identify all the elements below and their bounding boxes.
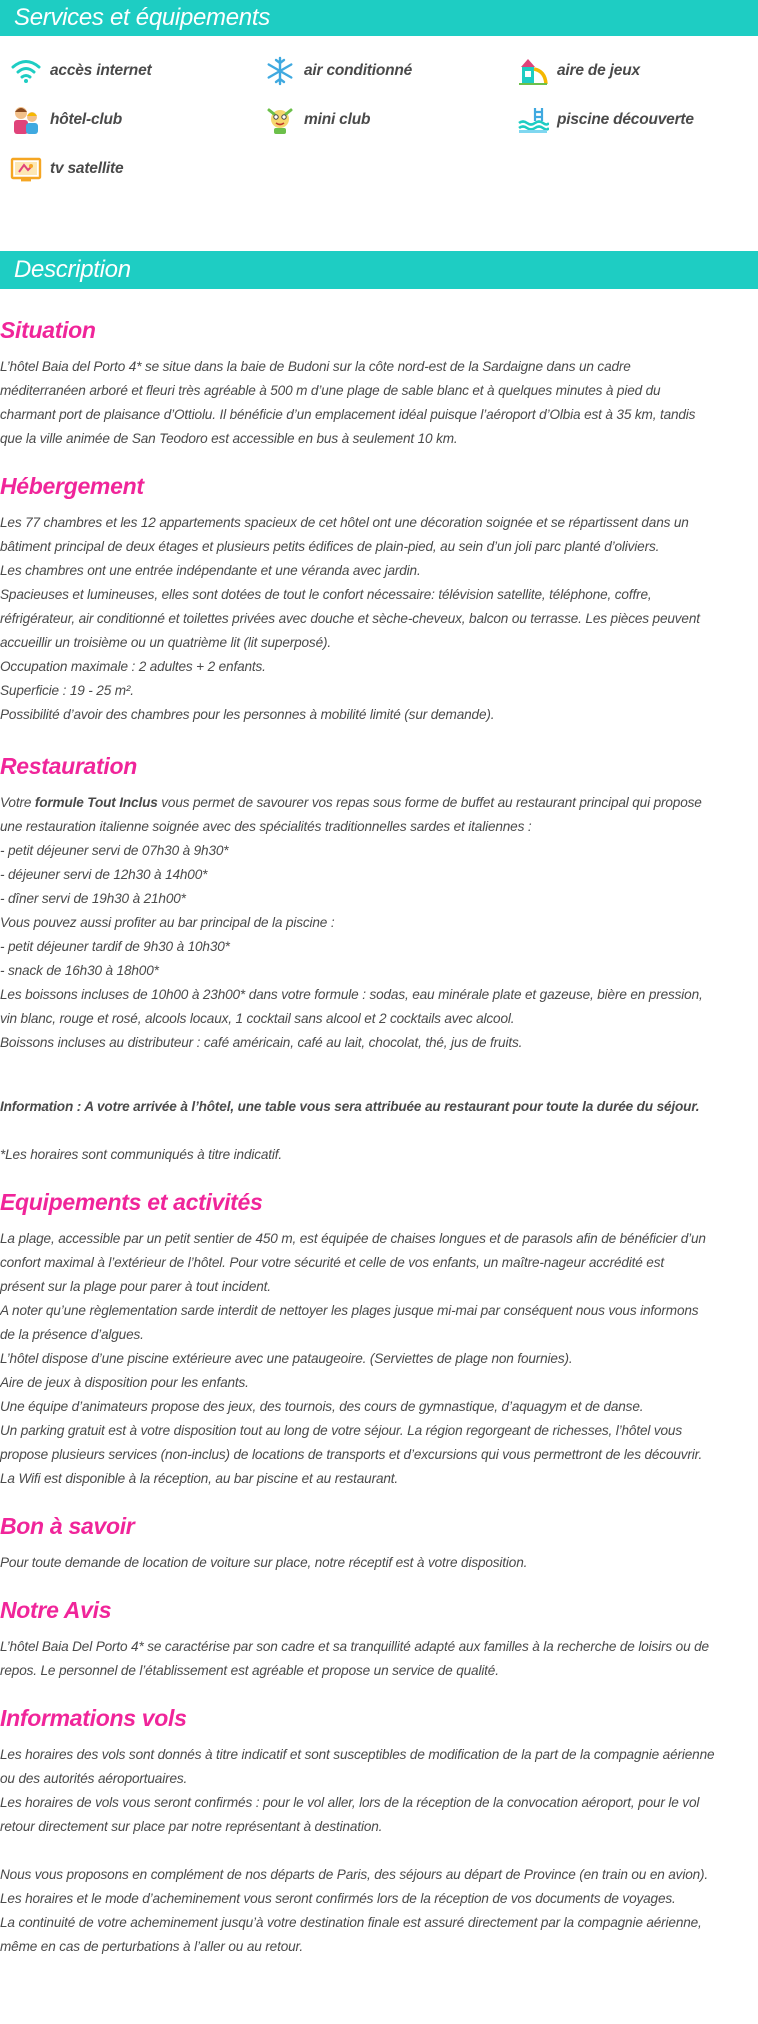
section-notre-avis [0,1595,758,1683]
text-line: vin blanc, rouge et rosé, alcools locaux, 1 cocktail sans alcool et 2 cocktails avec alcool. [0,1011,515,1026]
text-line: présent sur la plage pour parer à tout incident. [0,1279,271,1294]
text-line: méditerranéen arboré et fleuri très agréable à 500 m d’une plage de sable blanc et à quelques minutes à pied du [0,383,661,398]
section-restauration [0,751,758,1167]
text-line: même en cas de perturbations à l’aller ou au retour. [0,1939,304,1954]
amenity-internet [0,46,254,95]
section-title: Situation [0,317,96,343]
text-line: Aire de jeux à disposition pour les enfants. [0,1375,249,1390]
snowflake-icon [264,55,296,87]
section-title: Informations vols [0,1705,187,1731]
services-title: Services et équipements [14,4,270,31]
amenity-aircon [254,46,507,95]
text-line: Un parking gratuit est à votre disposition tout au long de votre séjour. La région regorgeant de richesses, l’hôtel vous [0,1423,682,1438]
text-line: L’hôtel Baia Del Porto 4* se caractérise par son cadre et sa tranquillité adapté aux familles à la recherche de loisirs ou de [0,1639,709,1654]
text-line: accueillir un troisième ou un quatrième lit (lit superposé). [0,635,331,650]
amenity-pool [507,95,758,144]
services-header [0,0,758,36]
text-line: Boissons incluses au distributeur : café américain, café au lait, chocolat, thé, jus de fruits. [0,1035,523,1050]
text-line: Les horaires des vols sont donnés à titre indicatif et sont susceptibles de modification de la part de la compagnie aérienne [0,1747,715,1762]
amenities-grid [0,36,758,193]
tv-icon [10,153,42,185]
description-body [0,315,758,1959]
text-line: Occupation maximale : 2 adultes + 2 enfants. [0,659,266,674]
amenity-tv [0,144,254,193]
section-text [0,355,758,451]
text-line: Nous vous proposons en complément de nos départs de Paris, des séjours au départ de Province (en train ou en avion). [0,1867,709,1882]
amenity-label: hôtel-club [50,110,123,128]
amenity-playground [507,46,758,95]
text-line: - petit déjeuner servi de 07h30 à 9h30* [0,843,229,858]
amenity-label: tv satellite [50,159,124,177]
playground-icon [517,55,549,87]
section-text [0,1635,758,1683]
text-line: ou des autorités aéroportuaires. [0,1771,188,1786]
amenity-mini-club [254,95,507,144]
text-line: Possibilité d’avoir des chambres pour les personnes à mobilité limité (sur demande). [0,707,495,722]
section-informations-vols [0,1703,758,1959]
text-line: bâtiment principal de deux étages et plusieurs petits édifices de plain-pied, au sein d’un joli parc planté d’oliviers. [0,539,660,554]
text-line: de la présence d’algues. [0,1327,144,1342]
amenity-label: accès internet [50,61,152,79]
section-equipements [0,1187,758,1491]
text-line: La Wifi est disponible à la réception, au bar piscine et au restaurant. [0,1471,399,1486]
text-line: - déjeuner servi de 12h30 à 14h00* [0,867,208,882]
section-title: Restauration [0,753,137,779]
text-line: retour directement sur place par notre représentant à destination. [0,1819,383,1834]
intro-suffix: vous permet de savourer vos repas sous forme de buffet au restaurant principal qui propose [157,795,702,810]
section-text [0,1551,758,1575]
text-line: La continuité de votre acheminement jusqu’à votre destination finale est assuré directement par la compagnie aérienne, [0,1915,702,1930]
text-line: - snack de 16h30 à 18h00* [0,963,159,978]
section-text [0,1227,758,1491]
section-title: Equipements et activités [0,1189,263,1215]
text-line: que la ville animée de San Teodoro est accessible en bus à seulement 10 km. [0,431,458,446]
text-line: A noter qu’une règlementation sarde interdit de nettoyer les plages jusque mi-mai par conséquent nous vous informons [0,1303,699,1318]
amenity-hotel-club [0,95,254,144]
section-hebergement [0,471,758,727]
text-line: propose plusieurs services (non-inclus) de locations de transports et d’excursions qui vous permettront de les découvrir. [0,1447,703,1462]
text-line: une restauration italienne soignée avec des spécialités traditionnelles sardes et italiennes : [0,819,532,834]
section-bon-a-savoir [0,1511,758,1575]
pool-icon [517,104,549,136]
description-header [0,251,758,289]
section-title: Notre Avis [0,1597,112,1623]
text-line [0,791,758,815]
wifi-icon [10,55,42,87]
section-title: Bon à savoir [0,1513,135,1539]
section-title: Hébergement [0,473,144,499]
section-text [0,511,758,727]
text-line: Spacieuses et lumineuses, elles sont dotées de tout le confort nécessaire: télévision satellite, téléphone, coffre, [0,587,652,602]
section-situation [0,315,758,451]
text-line: Une équipe d’animateurs propose des jeux, des tournois, des cours de gymnastique, d’aquagym et de danse. [0,1399,644,1414]
text-line: Vous pouvez aussi profiter au bar principal de la piscine : [0,915,335,930]
kids-mascot-icon [264,104,296,136]
section-text [0,1743,758,1959]
text-line: repos. Le personnel de l’établissement est agréable et propose un service de qualité. [0,1663,499,1678]
text-line: Pour toute demande de location de voiture sur place, notre réceptif est à votre disposition. [0,1555,528,1570]
text-line: Les chambres ont une entrée indépendante et une véranda avec jardin. [0,563,421,578]
amenity-label: air conditionné [304,61,413,79]
text-line: Superficie : 19 - 25 m². [0,683,134,698]
text-line: Les 77 chambres et les 12 appartements spacieux de cet hôtel ont une décoration soignée et se répartissent dans un [0,515,689,530]
text-line: - petit déjeuner tardif de 9h30 à 10h30* [0,939,230,954]
section-text [0,791,758,1167]
text-line: confort maximal à l’extérieur de l’hôtel. Pour votre sécurité et celle de vos enfants, un maître-nageur accrédité est [0,1255,664,1270]
text-line: - dîner servi de 19h30 à 21h00* [0,891,186,906]
text-line: charmant port de plaisance d’Ottiolu. Il bénéficie d’un emplacement idéal puisque l’aéroport d’Olbia est à 35 km, tandis [0,407,696,422]
text-line: Les horaires et le mode d’acheminement vous seront confirmés lors de la réception de vos documents de voyages. [0,1891,676,1906]
description-title: Description [14,256,131,283]
text-line: réfrigérateur, air conditionné et toilettes privées avec douche et sèche-cheveux, balcon ou terrasse. Les pièces peuvent [0,611,700,626]
amenity-label: piscine découverte [557,110,694,128]
formula-name: formule Tout Inclus [34,795,158,810]
hours-note: *Les horaires sont communiqués à titre indicatif. [0,1147,283,1162]
amenity-label: aire de jeux [557,61,640,79]
text-line: L’hôtel Baia del Porto 4* se situe dans la baie de Budoni sur la côte nord-est de la Sardaigne dans un cadre [0,359,631,374]
text-line: Les boissons incluses de 10h00 à 23h00* dans votre formule : sodas, eau minérale plate et gazeuse, bière en pression, [0,987,703,1002]
family-icon [10,104,42,136]
restaurant-information: Information : A votre arrivée à l’hôtel, une table vous sera attribuée au restaurant pour toute la durée du séjour. [0,1099,700,1114]
text-line: Les horaires de vols vous seront confirmés : pour le vol aller, lors de la réception de la convocation aéroport, pour le vol [0,1795,700,1810]
text-line: L’hôtel dispose d’une piscine extérieure avec une pataugeoire. (Serviettes de plage non fournies). [0,1351,573,1366]
text-line: La plage, accessible par un petit sentier de 450 m, est équipée de chaises longues et de parasols afin de bénéficier d’un [0,1231,706,1246]
intro-prefix: Votre [0,795,35,810]
amenity-label: mini club [304,110,371,128]
